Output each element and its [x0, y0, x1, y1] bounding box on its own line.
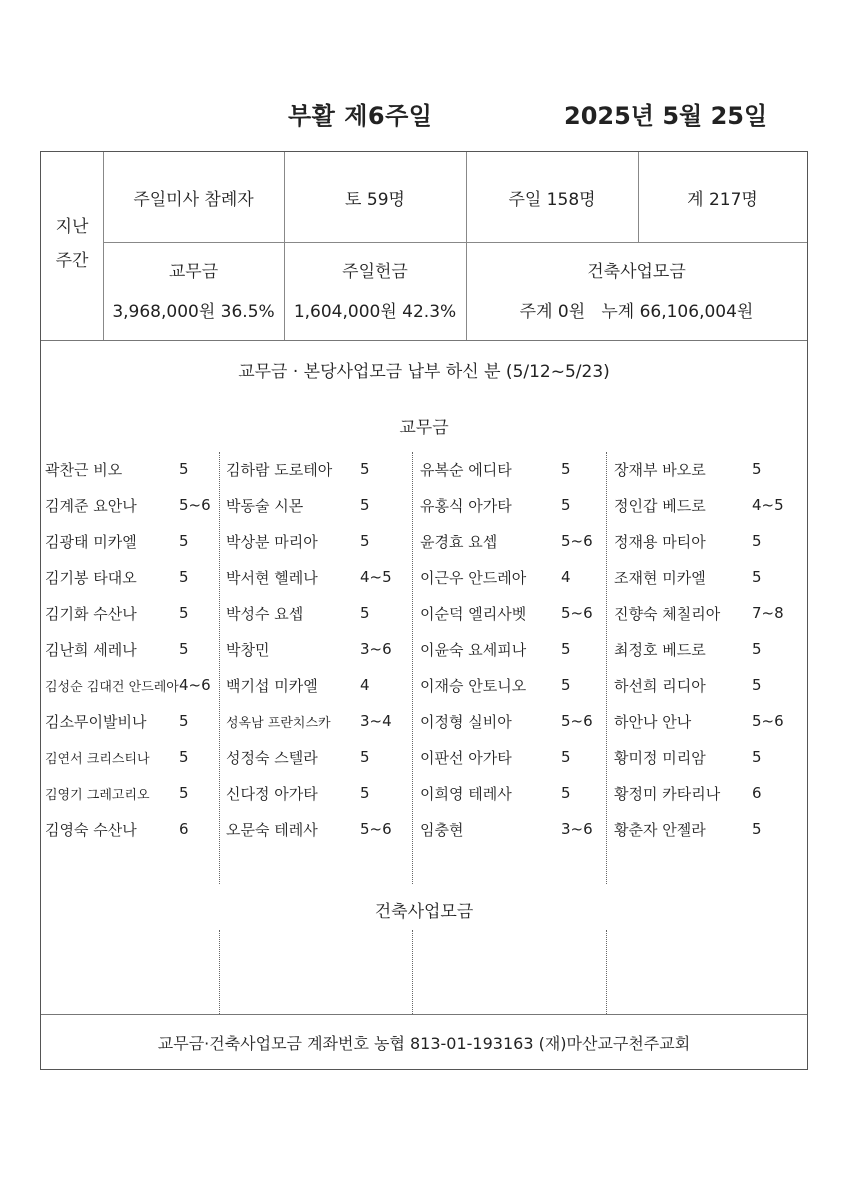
- contributor-name: 장재부 바오로: [614, 460, 706, 479]
- contributor-name: 김소무이발비나: [45, 712, 147, 731]
- contributor-months: 5: [752, 568, 762, 586]
- contributor-row: [45, 598, 235, 628]
- contributor-months: 5: [179, 604, 189, 622]
- page-date: 2025년 5월 25일: [564, 102, 768, 130]
- contributor-name: 하안나 안나: [614, 712, 692, 731]
- contributor-row: [45, 526, 235, 556]
- sunday-attendance: 주일 158명: [508, 189, 596, 210]
- parish-fee-section-title: 교무금: [399, 418, 449, 438]
- contributor-row: [226, 742, 416, 772]
- contributor-months: 5~6: [752, 712, 784, 730]
- contributor-row: [420, 670, 610, 700]
- parish-fee-value: 3,968,000원 36.5%: [112, 301, 275, 322]
- contributor-name: 황정미 카타리나: [614, 784, 721, 803]
- contributor-name: 김난희 세레나: [45, 640, 137, 659]
- contributor-name: 김계준 요안나: [45, 496, 137, 515]
- contributor-months: 7~8: [752, 604, 784, 622]
- contributor-months: 5: [561, 748, 571, 766]
- contributor-months: 5: [179, 460, 189, 478]
- contributor-months: 5: [179, 748, 189, 766]
- contributor-name: 박동술 시몬: [226, 496, 304, 515]
- contributor-name: 신다정 아가타: [226, 784, 318, 803]
- contributor-name: 백기섭 미카엘: [226, 676, 318, 695]
- contributor-name: 김광태 미카엘: [45, 532, 137, 551]
- contributor-row: [226, 490, 416, 520]
- contributor-row: [226, 778, 416, 808]
- contributor-name: 황미정 미리암: [614, 748, 706, 767]
- contributor-row: [45, 742, 235, 772]
- contributor-row: [420, 634, 610, 664]
- attendance-label: 주일미사 참례자: [133, 189, 254, 210]
- contributor-months: 5: [752, 820, 762, 838]
- contributor-name: 성옥남 프란치스카: [226, 715, 331, 731]
- contributor-name: 박창민: [226, 640, 270, 659]
- contributor-name: 이판선 아가타: [420, 748, 512, 767]
- contributor-name: 이희영 테레사: [420, 784, 512, 803]
- contributor-months: 5: [752, 532, 762, 550]
- contributor-months: 5: [752, 640, 762, 658]
- contributor-row: [226, 454, 416, 484]
- contributor-row: [420, 490, 610, 520]
- contributor-row: [614, 598, 804, 628]
- contributor-months: 5: [179, 568, 189, 586]
- contributor-months: 5: [179, 640, 189, 658]
- contributor-row: [45, 670, 235, 700]
- contributor-row: [420, 706, 610, 736]
- contributor-name: 유홍식 아가타: [420, 496, 512, 515]
- building-fund-label: 건축사업모금: [587, 261, 686, 282]
- sunday-offering-label: 주일헌금: [342, 261, 408, 282]
- contributor-row: [45, 814, 235, 844]
- contributor-row: [420, 562, 610, 592]
- contributor-months: 4: [360, 676, 370, 694]
- contributor-name: 정인갑 베드로: [614, 496, 706, 515]
- contributor-months: 5: [752, 676, 762, 694]
- contributor-name: 이정형 실비아: [420, 712, 512, 731]
- contributor-name: 박상분 마리아: [226, 532, 318, 551]
- parish-fee-label: 교무금: [168, 261, 219, 282]
- contributor-months: 5: [752, 460, 762, 478]
- side-label-line2: 주간: [55, 250, 89, 271]
- page-header: [0, 96, 848, 136]
- contributor-months: 5: [561, 676, 571, 694]
- contributor-row: [226, 634, 416, 664]
- contributor-months: 4~5: [752, 496, 784, 514]
- contributor-months: 5: [561, 460, 571, 478]
- contributor-name: 박성수 요셉: [226, 604, 304, 623]
- contributor-months: 5: [360, 748, 370, 766]
- contributor-name: 윤경효 요셉: [420, 532, 498, 551]
- contributor-row: [614, 490, 804, 520]
- contributor-months: 5: [360, 496, 370, 514]
- contributor-row: [614, 526, 804, 556]
- contributor-row: [614, 742, 804, 772]
- saturday-attendance: 토 59명: [345, 189, 405, 210]
- contributor-name: 오문숙 테레사: [226, 820, 318, 839]
- contributor-months: 3~6: [360, 640, 392, 658]
- contributor-name: 조재현 미카엘: [614, 568, 706, 587]
- contributor-row: [614, 778, 804, 808]
- contributor-name: 김기화 수산나: [45, 604, 137, 623]
- contributor-months: 5~6: [179, 496, 211, 514]
- contributor-row: [226, 814, 416, 844]
- contributor-row: [614, 454, 804, 484]
- contributor-months: 5~6: [561, 604, 593, 622]
- contributor-row: [45, 562, 235, 592]
- contributor-name: 곽찬근 비오: [45, 460, 123, 479]
- contributor-name: 성정숙 스텔라: [226, 748, 318, 767]
- contributor-name: 이재승 안토니오: [420, 676, 527, 695]
- contributor-row: [45, 634, 235, 664]
- side-label-line1: 지난: [55, 216, 89, 237]
- weekly-summary-table: [41, 152, 807, 341]
- contributor-name: 하선희 리디아: [614, 676, 706, 695]
- contributor-row: [614, 670, 804, 700]
- contributor-row: [226, 598, 416, 628]
- contributor-name: 정재용 마티아: [614, 532, 706, 551]
- contributor-row: [614, 562, 804, 592]
- contributor-name: 진향숙 체칠리아: [614, 604, 721, 623]
- contributor-name: 김연서 크리스티나: [45, 751, 150, 767]
- contributor-name: 김영기 그레고리오: [45, 787, 150, 803]
- contributor-months: 5~6: [561, 712, 593, 730]
- contributor-months: 5~6: [561, 532, 593, 550]
- contributor-months: 4: [561, 568, 571, 586]
- contributor-row: [614, 706, 804, 736]
- contributor-months: 5: [179, 712, 189, 730]
- contributor-months: 3~4: [360, 712, 392, 730]
- contributor-name: 임충현: [420, 820, 464, 839]
- contributor-name: 이윤숙 요세피나: [420, 640, 527, 659]
- contributor-months: 5: [561, 784, 571, 802]
- contributor-row: [226, 526, 416, 556]
- contributor-months: 5: [360, 784, 370, 802]
- contributor-months: 4~6: [179, 676, 211, 694]
- contributor-months: 3~6: [561, 820, 593, 838]
- sunday-offering-value: 1,604,000원 42.3%: [293, 301, 457, 322]
- contributor-row: [45, 706, 235, 736]
- contributor-name: 김기봉 타대오: [45, 568, 137, 587]
- contributor-name: 황춘자 안젤라: [614, 820, 706, 839]
- contributor-months: 5: [360, 460, 370, 478]
- contributor-name: 박서현 헬레나: [226, 568, 318, 587]
- contributor-months: 6: [179, 820, 189, 838]
- contributor-row: [420, 598, 610, 628]
- total-attendance: 계 217명: [687, 189, 758, 210]
- contributor-name: 김성순 김대건 안드레아: [45, 679, 179, 695]
- contributor-row: [614, 634, 804, 664]
- contributor-row: [420, 454, 610, 484]
- contributor-row: [420, 526, 610, 556]
- contributor-months: 5: [179, 532, 189, 550]
- contributor-months: 5: [561, 640, 571, 658]
- contributor-name: 김하람 도로테아: [226, 460, 333, 479]
- contributor-months: 6: [752, 784, 762, 802]
- contributor-row: [226, 562, 416, 592]
- contributors-title: 교무금 · 본당사업모금 납부 하신 분 (5/12~5/23): [238, 362, 610, 382]
- contributor-row: [420, 814, 610, 844]
- contributor-row: [614, 814, 804, 844]
- contributor-months: 5: [360, 532, 370, 550]
- building-section-title: 건축사업모금: [374, 902, 474, 922]
- contributor-months: 5: [752, 748, 762, 766]
- contributor-name: 김영숙 수산나: [45, 820, 137, 839]
- contributor-row: [45, 778, 235, 808]
- contributor-row: [420, 742, 610, 772]
- bulletin-frame: [40, 151, 808, 1070]
- building-fund-value: 주계 0원 누계 66,106,004원: [519, 301, 754, 322]
- account-footer: 교무금·건축사업모금 계좌번호 농협 813-01-193163 (재)마산교구천주교회: [41, 1014, 807, 1070]
- contributor-name: 유복순 에디타: [420, 460, 512, 479]
- contributor-row: [226, 706, 416, 736]
- contributor-name: 이순덕 엘리사벳: [420, 604, 527, 623]
- contributor-row: [45, 490, 235, 520]
- contributor-name: 최정호 베드로: [614, 640, 706, 659]
- contributor-months: 5: [179, 784, 189, 802]
- contributor-months: 4~5: [360, 568, 392, 586]
- page-title: 부활 제6주일: [288, 102, 433, 130]
- contributor-name: 이근우 안드레아: [420, 568, 527, 587]
- contributor-row: [420, 778, 610, 808]
- contributor-row: [45, 454, 235, 484]
- contributor-row: [226, 670, 416, 700]
- contributor-months: 5~6: [360, 820, 392, 838]
- contributor-months: 5: [360, 604, 370, 622]
- contributor-months: 5: [561, 496, 571, 514]
